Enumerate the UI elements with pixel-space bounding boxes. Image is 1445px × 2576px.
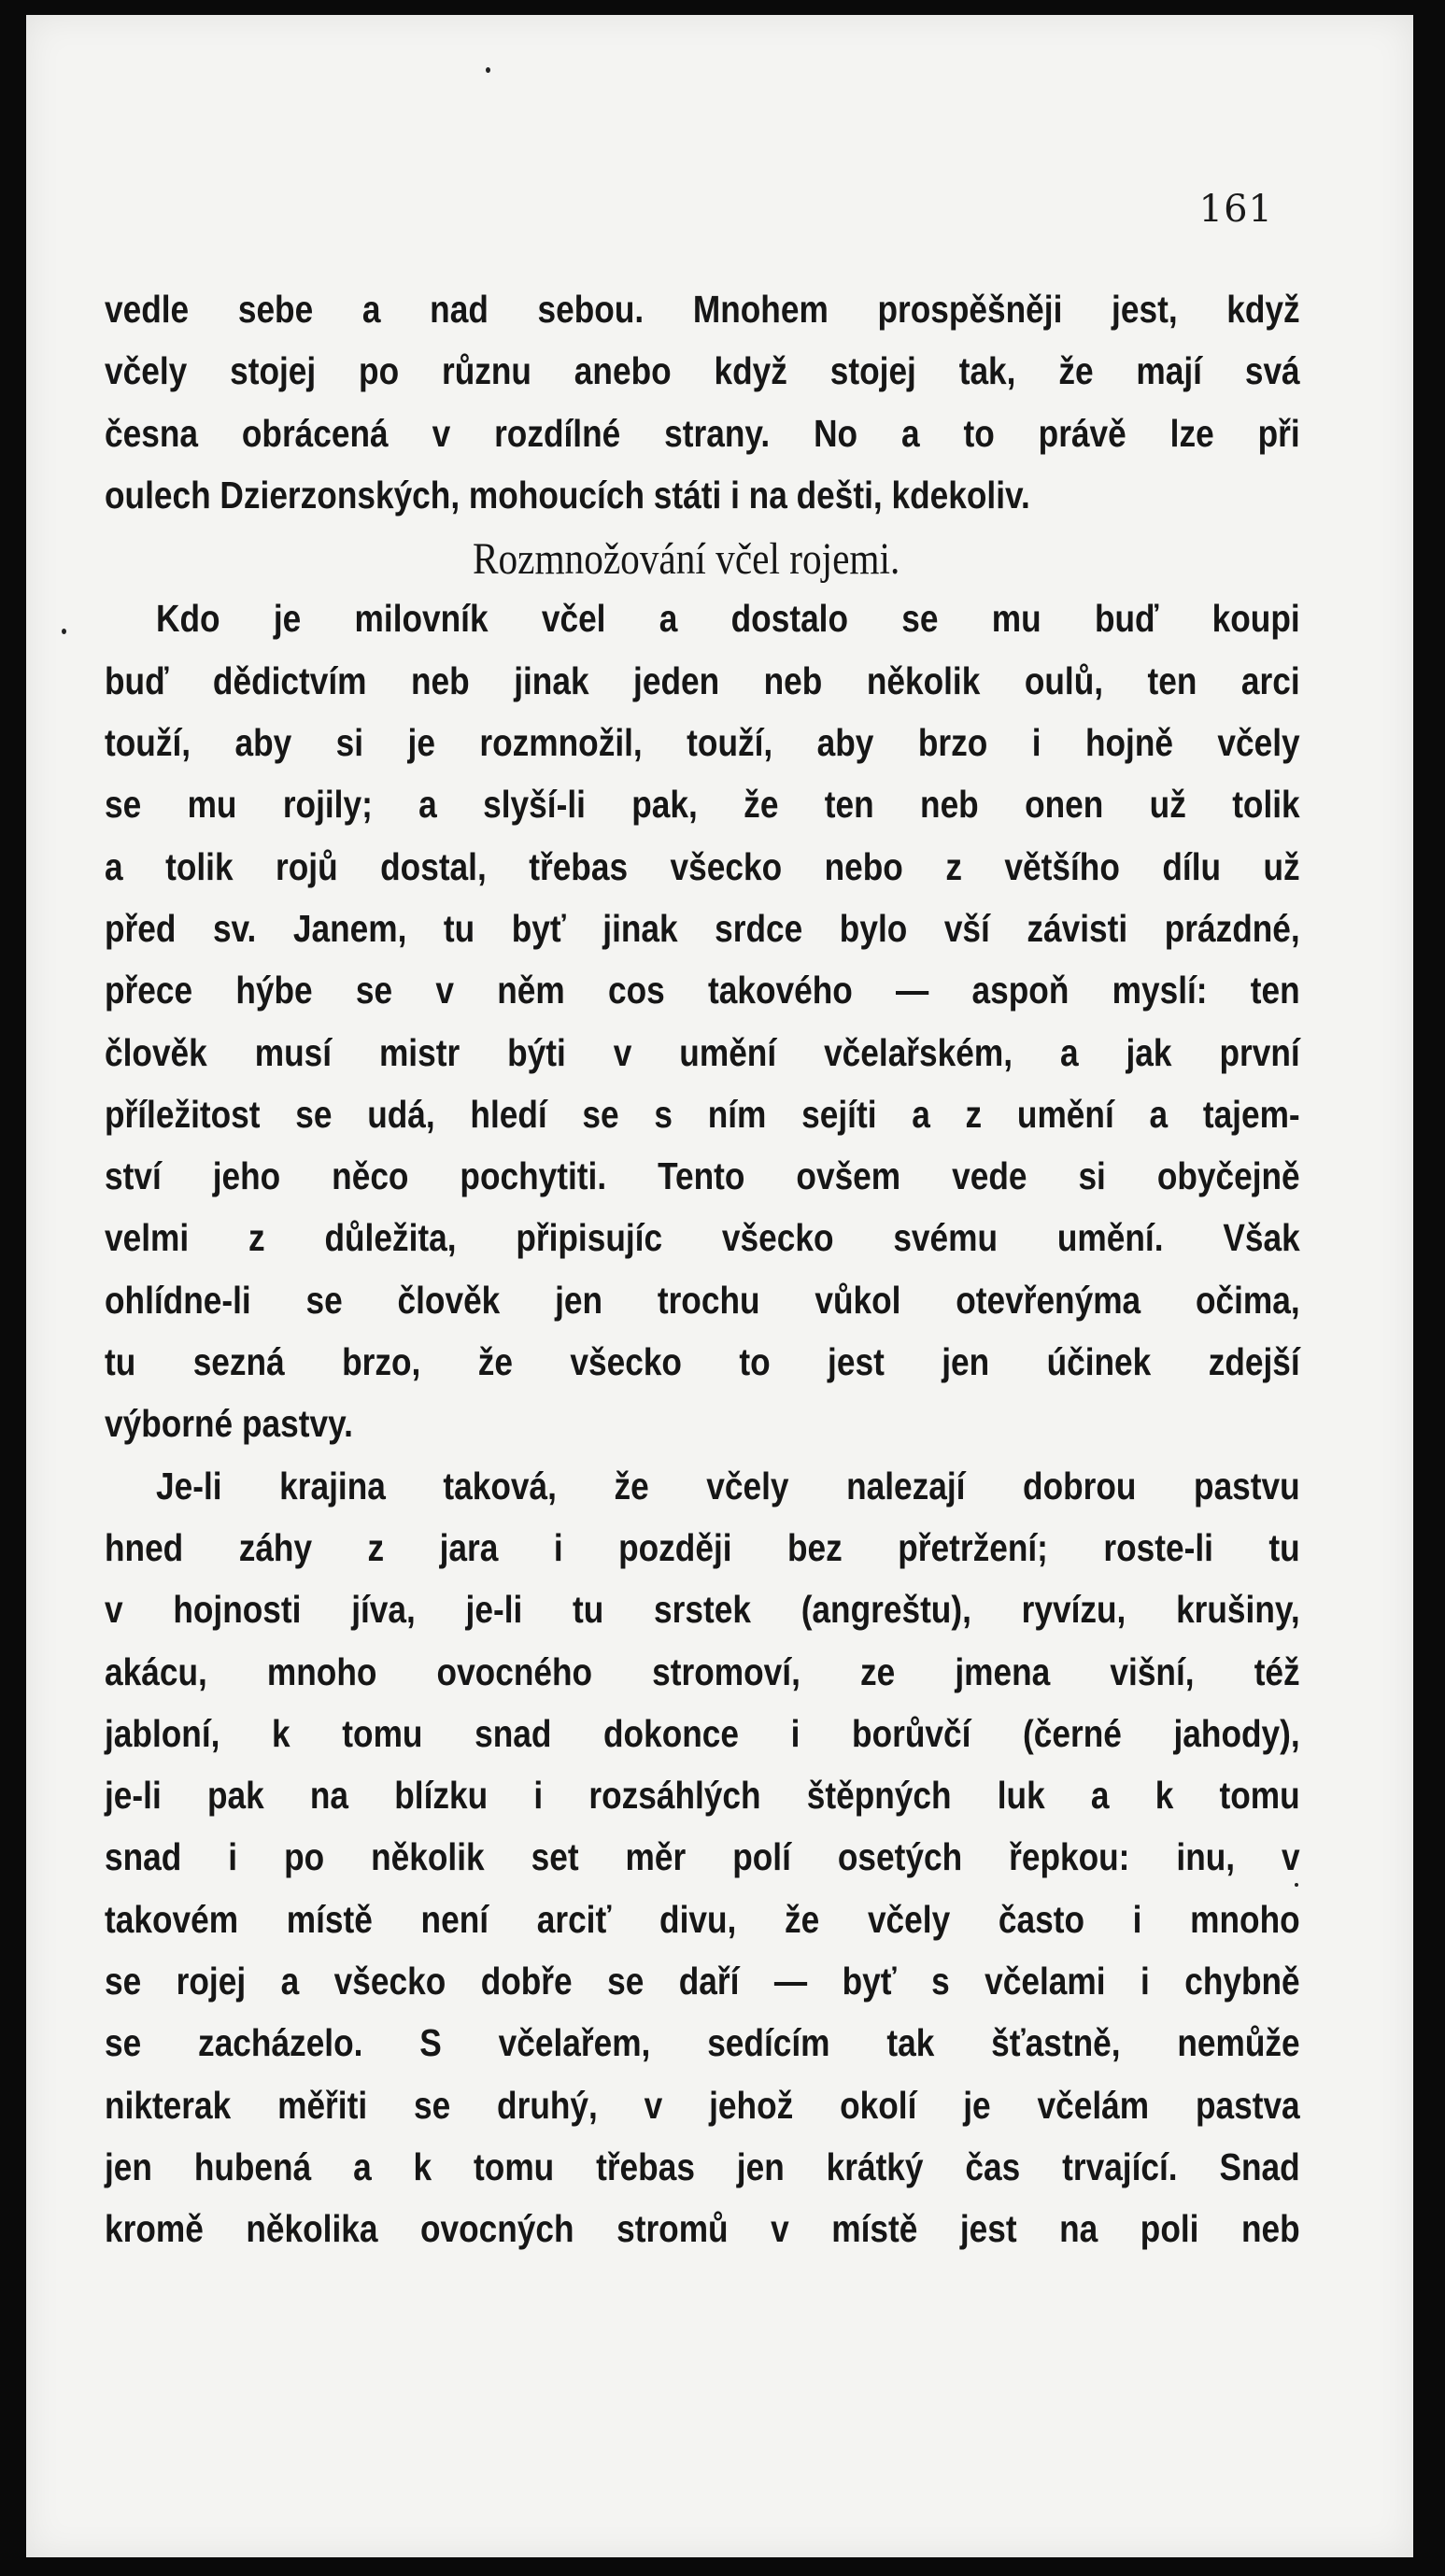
text-line: touží, aby si je rozmnožil, touží, aby brzo i hojně včely	[105, 721, 1300, 765]
text-line: a tolik rojů dostal, třebas všecko nebo z většího dílu už	[105, 844, 1300, 888]
text-line: snad i po několik set měr polí osetých řepkou: inu, v	[105, 1835, 1300, 1879]
ink-speck	[1295, 1883, 1298, 1887]
text-line: včely stojej po různu anebo když stojej tak, že mají svá	[105, 349, 1300, 393]
text-line: buď dědictvím neb jinak jeden neb několik oulů, ten arci	[105, 658, 1300, 702]
text-line: akácu, mnoho ovocného stromoví, ze jmena višní, též	[105, 1649, 1300, 1693]
text-line: oulech Dzierzonských, mohoucích státi i na dešti, kdekoliv.	[105, 473, 1030, 517]
text-line: Je-li krajina taková, že včely nalezají dobrou pastvu	[156, 1464, 1300, 1507]
text-line: Kdo je milovník včel a dostalo se mu buď koupi	[156, 597, 1300, 641]
text-line: jen hubená a k tomu třebas jen krátký čas trvající. Snad	[105, 2144, 1300, 2188]
text-line: je-li pak na blízku i rozsáhlých štěpných luk a k tomu	[105, 1774, 1300, 1818]
text-line: hned záhy z jara i později bez přetržení; roste-li tu	[105, 1525, 1300, 1569]
text-line: příležitost se udá, hledí se s ním sejíti a z umění a tajem-	[105, 1092, 1300, 1136]
text-line: jabloní, k tomu snad dokonce i borůvčí (černé jahody),	[105, 1711, 1300, 1755]
text-line: výborné pastvy.	[105, 1402, 353, 1446]
text-line: vedle sebe a nad sebou. Mnohem prospěšněji jest, když	[105, 288, 1300, 331]
text-line: velmi z důležita, připisujíc všecko svému umění. Však	[105, 1216, 1300, 1260]
text-line: v hojnosti jíva, je-li tu srstek (angreštu), ryvízu, krušiny,	[105, 1588, 1300, 1632]
page-number: 161	[1198, 188, 1273, 231]
text-line: česna obrácená v rozdílné strany. No a to právě lze při	[105, 411, 1300, 455]
text-line: nikterak měřiti se druhý, v jehož okolí je včelám pastva	[105, 2083, 1300, 2127]
ink-speck	[486, 67, 490, 73]
text-line: se mu rojily; a slyší-li pak, že ten neb onen už tolik	[105, 783, 1300, 827]
text-line: před sv. Janem, tu byť jinak srdce bylo vší závisti prázdné,	[105, 906, 1300, 950]
text-line: se zacházelo. S včelařem, sedícím tak šťastně, nemůže	[105, 2021, 1300, 2065]
text-line: tu sezná brzo, že všecko to jest jen účinek zdejší	[105, 1340, 1300, 1384]
text-line: kromě několika ovocných stromů v místě jest na poli neb	[105, 2207, 1300, 2251]
ink-speck	[62, 629, 66, 634]
page-text	[105, 278, 1300, 2260]
text-line: přece hýbe se v něm cos takového — aspoň myslí: ten	[105, 969, 1300, 1012]
text-line: ství jeho něco pochytiti. Tento ovšem vede si obyčejně	[105, 1154, 1300, 1198]
book-page	[26, 15, 1413, 2557]
text-line: ohlídne-li se člověk jen trochu vůkol otevřenýma očima,	[105, 1278, 1300, 1322]
text-line: takovém místě není arciť divu, že včely často i mnoho	[105, 1897, 1300, 1941]
text-line: člověk musí mistr býti v umění včelařském, a jak první	[105, 1030, 1300, 1074]
section-heading: Rozmnožování včel rojemi.	[472, 534, 900, 585]
text-line: se rojej a všecko dobře se daří — byť s včelami i chybně	[105, 1960, 1300, 2003]
